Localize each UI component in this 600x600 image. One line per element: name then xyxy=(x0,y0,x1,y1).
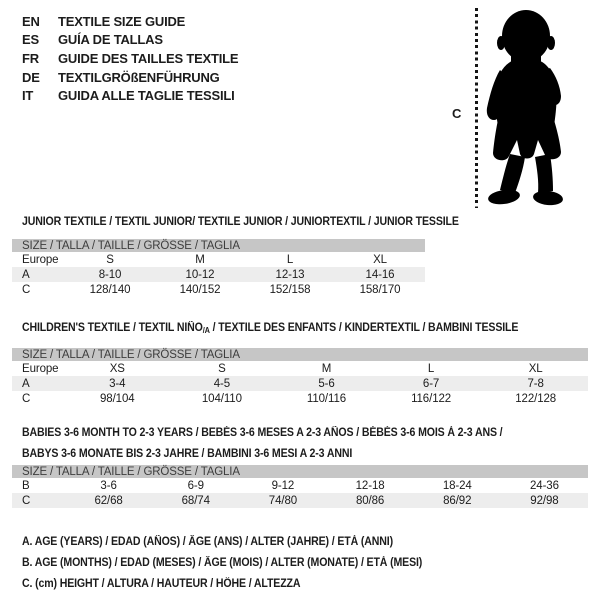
size-cell: 74/80 xyxy=(268,494,298,507)
row-label: C xyxy=(22,283,31,296)
size-row xyxy=(12,478,588,493)
section-junior-title: JUNIOR TEXTILE / TEXTIL JUNIOR/ TEXTILE JUNIOR / JUNIORTEXTIL / JUNIOR TESSILE xyxy=(22,216,459,228)
size-header-band: SIZE / TALLA / TAILLE / GRÖSSE / TAGLIA xyxy=(12,465,588,478)
language-row xyxy=(22,49,238,68)
size-cell: 10-12 xyxy=(185,268,215,281)
size-cell: 122/128 xyxy=(515,392,557,405)
size-cell: S xyxy=(106,253,114,266)
size-cell: XL xyxy=(373,253,387,266)
row-label: A xyxy=(22,377,30,390)
junior-size-table xyxy=(12,239,425,297)
language-row xyxy=(22,12,238,31)
language-code: IT xyxy=(22,88,34,104)
section-babies-title xyxy=(22,423,502,464)
size-cell: 110/116 xyxy=(306,392,347,405)
size-cell: 3-6 xyxy=(100,479,117,492)
row-label: Europe xyxy=(22,362,59,375)
size-row xyxy=(12,391,588,406)
size-cell: 140/152 xyxy=(179,283,221,296)
size-cell: 98/104 xyxy=(100,392,135,405)
size-cell: XL xyxy=(528,362,543,375)
size-cell: 9-12 xyxy=(271,479,295,492)
language-list xyxy=(22,12,238,105)
size-cell: 152/158 xyxy=(269,283,311,296)
size-cell: 14-16 xyxy=(365,268,395,281)
size-cell: 80/86 xyxy=(355,494,385,507)
size-cell: 4-5 xyxy=(213,377,231,390)
size-cell: 68/74 xyxy=(181,494,210,507)
row-label: A xyxy=(22,268,30,281)
size-cell: 104/110 xyxy=(201,392,242,405)
row-label: C xyxy=(22,392,31,405)
language-row xyxy=(22,86,238,105)
children-title-suffix: / TEXTILE DES ENFANTS / KINDERTEXTIL / BAMBINI TESSILE xyxy=(209,322,519,334)
size-row xyxy=(12,267,425,282)
size-cell: 6-9 xyxy=(187,479,204,492)
legend xyxy=(22,532,457,595)
language-title: TEXTILE SIZE GUIDE xyxy=(58,13,186,29)
size-cell: 92/98 xyxy=(530,494,559,507)
size-cell: L xyxy=(286,253,294,266)
size-header-band: SIZE / TALLA / TAILLE / GRÖSSE / TAGLIA xyxy=(12,348,588,361)
size-cell: 62/68 xyxy=(94,494,123,507)
language-title: GUÍA DE TALLAS xyxy=(58,32,163,48)
size-cell: L xyxy=(427,362,435,375)
size-cell: 24-36 xyxy=(529,479,559,492)
row-label: B xyxy=(22,479,30,492)
language-row xyxy=(22,68,238,87)
height-label: C xyxy=(452,106,462,121)
size-cell: 86/92 xyxy=(443,494,472,507)
size-cell: 6-7 xyxy=(422,377,440,390)
language-title: TEXTILGRÖßENFÜHRUNG xyxy=(58,69,220,85)
language-title: GUIDA ALLE TAGLIE TESSILI xyxy=(58,88,235,104)
children-title-prefix: CHILDREN'S TEXTILE / TEXTIL NIÑO xyxy=(22,322,203,334)
language-row xyxy=(22,31,238,50)
size-cell: M xyxy=(195,253,205,266)
babies-title-line1: BABIES 3-6 MONTH TO 2-3 YEARS / BEBÉS 3-6 MESES A 2-3 AÑOS / BÉBÉS 3-6 MOIS À 2-3 ANS / xyxy=(22,427,503,439)
size-row xyxy=(12,376,588,391)
size-cell: M xyxy=(321,362,332,375)
language-code: EN xyxy=(22,13,40,29)
size-cell: 158/170 xyxy=(359,283,401,296)
row-label: C xyxy=(22,494,31,507)
baby-silhouette-icon xyxy=(484,8,578,207)
size-cell: 8-10 xyxy=(98,268,122,281)
size-header-band: SIZE / TALLA / TAILLE / GRÖSSE / TAGLIA xyxy=(12,239,425,252)
babies-title-line2: BABYS 3-6 MONATE BIS 2-3 JAHRE / BAMBINI 3-6 MESI A 2-3 ANNI xyxy=(22,447,353,460)
size-cell: 18-24 xyxy=(442,479,472,492)
size-cell: 116/122 xyxy=(411,392,452,405)
size-cell: 128/140 xyxy=(89,283,131,296)
language-code: ES xyxy=(22,32,39,48)
size-row xyxy=(12,282,425,297)
size-row xyxy=(12,252,425,267)
children-size-table xyxy=(12,348,588,406)
height-dotted-line xyxy=(475,8,478,208)
language-code: DE xyxy=(22,69,40,85)
children-title-sub: /A xyxy=(202,326,210,335)
size-cell: 5-6 xyxy=(318,377,335,390)
size-cell: S xyxy=(218,362,226,375)
legend-line-c: C. (cm) HEIGHT / ALTURA / HAUTEUR / HÖHE / ALTEZZA xyxy=(22,578,301,590)
language-code: FR xyxy=(22,50,39,66)
size-row xyxy=(12,493,588,508)
legend-line-b: B. AGE (MONTHS) / EDAD (MESES) / ÂGE (MOIS) / ALTER (MONATE) / ETÀ (MESI) xyxy=(22,557,423,569)
size-row xyxy=(12,361,588,376)
section-children-title xyxy=(22,321,518,338)
babies-size-table xyxy=(12,465,588,508)
size-cell: 12-13 xyxy=(275,268,305,281)
size-cell: 7-8 xyxy=(527,377,544,390)
size-cell: 12-18 xyxy=(355,479,385,492)
size-cell: XS xyxy=(109,362,125,375)
language-title: GUIDE DES TAILLES TEXTILE xyxy=(58,50,239,66)
row-label: Europe xyxy=(22,253,59,266)
size-cell: 3-4 xyxy=(109,377,126,390)
legend-line-a: A. AGE (YEARS) / EDAD (AÑOS) / ÂGE (ANS) / ALTER (JAHRE) / ETÀ (ANNI) xyxy=(22,536,393,548)
